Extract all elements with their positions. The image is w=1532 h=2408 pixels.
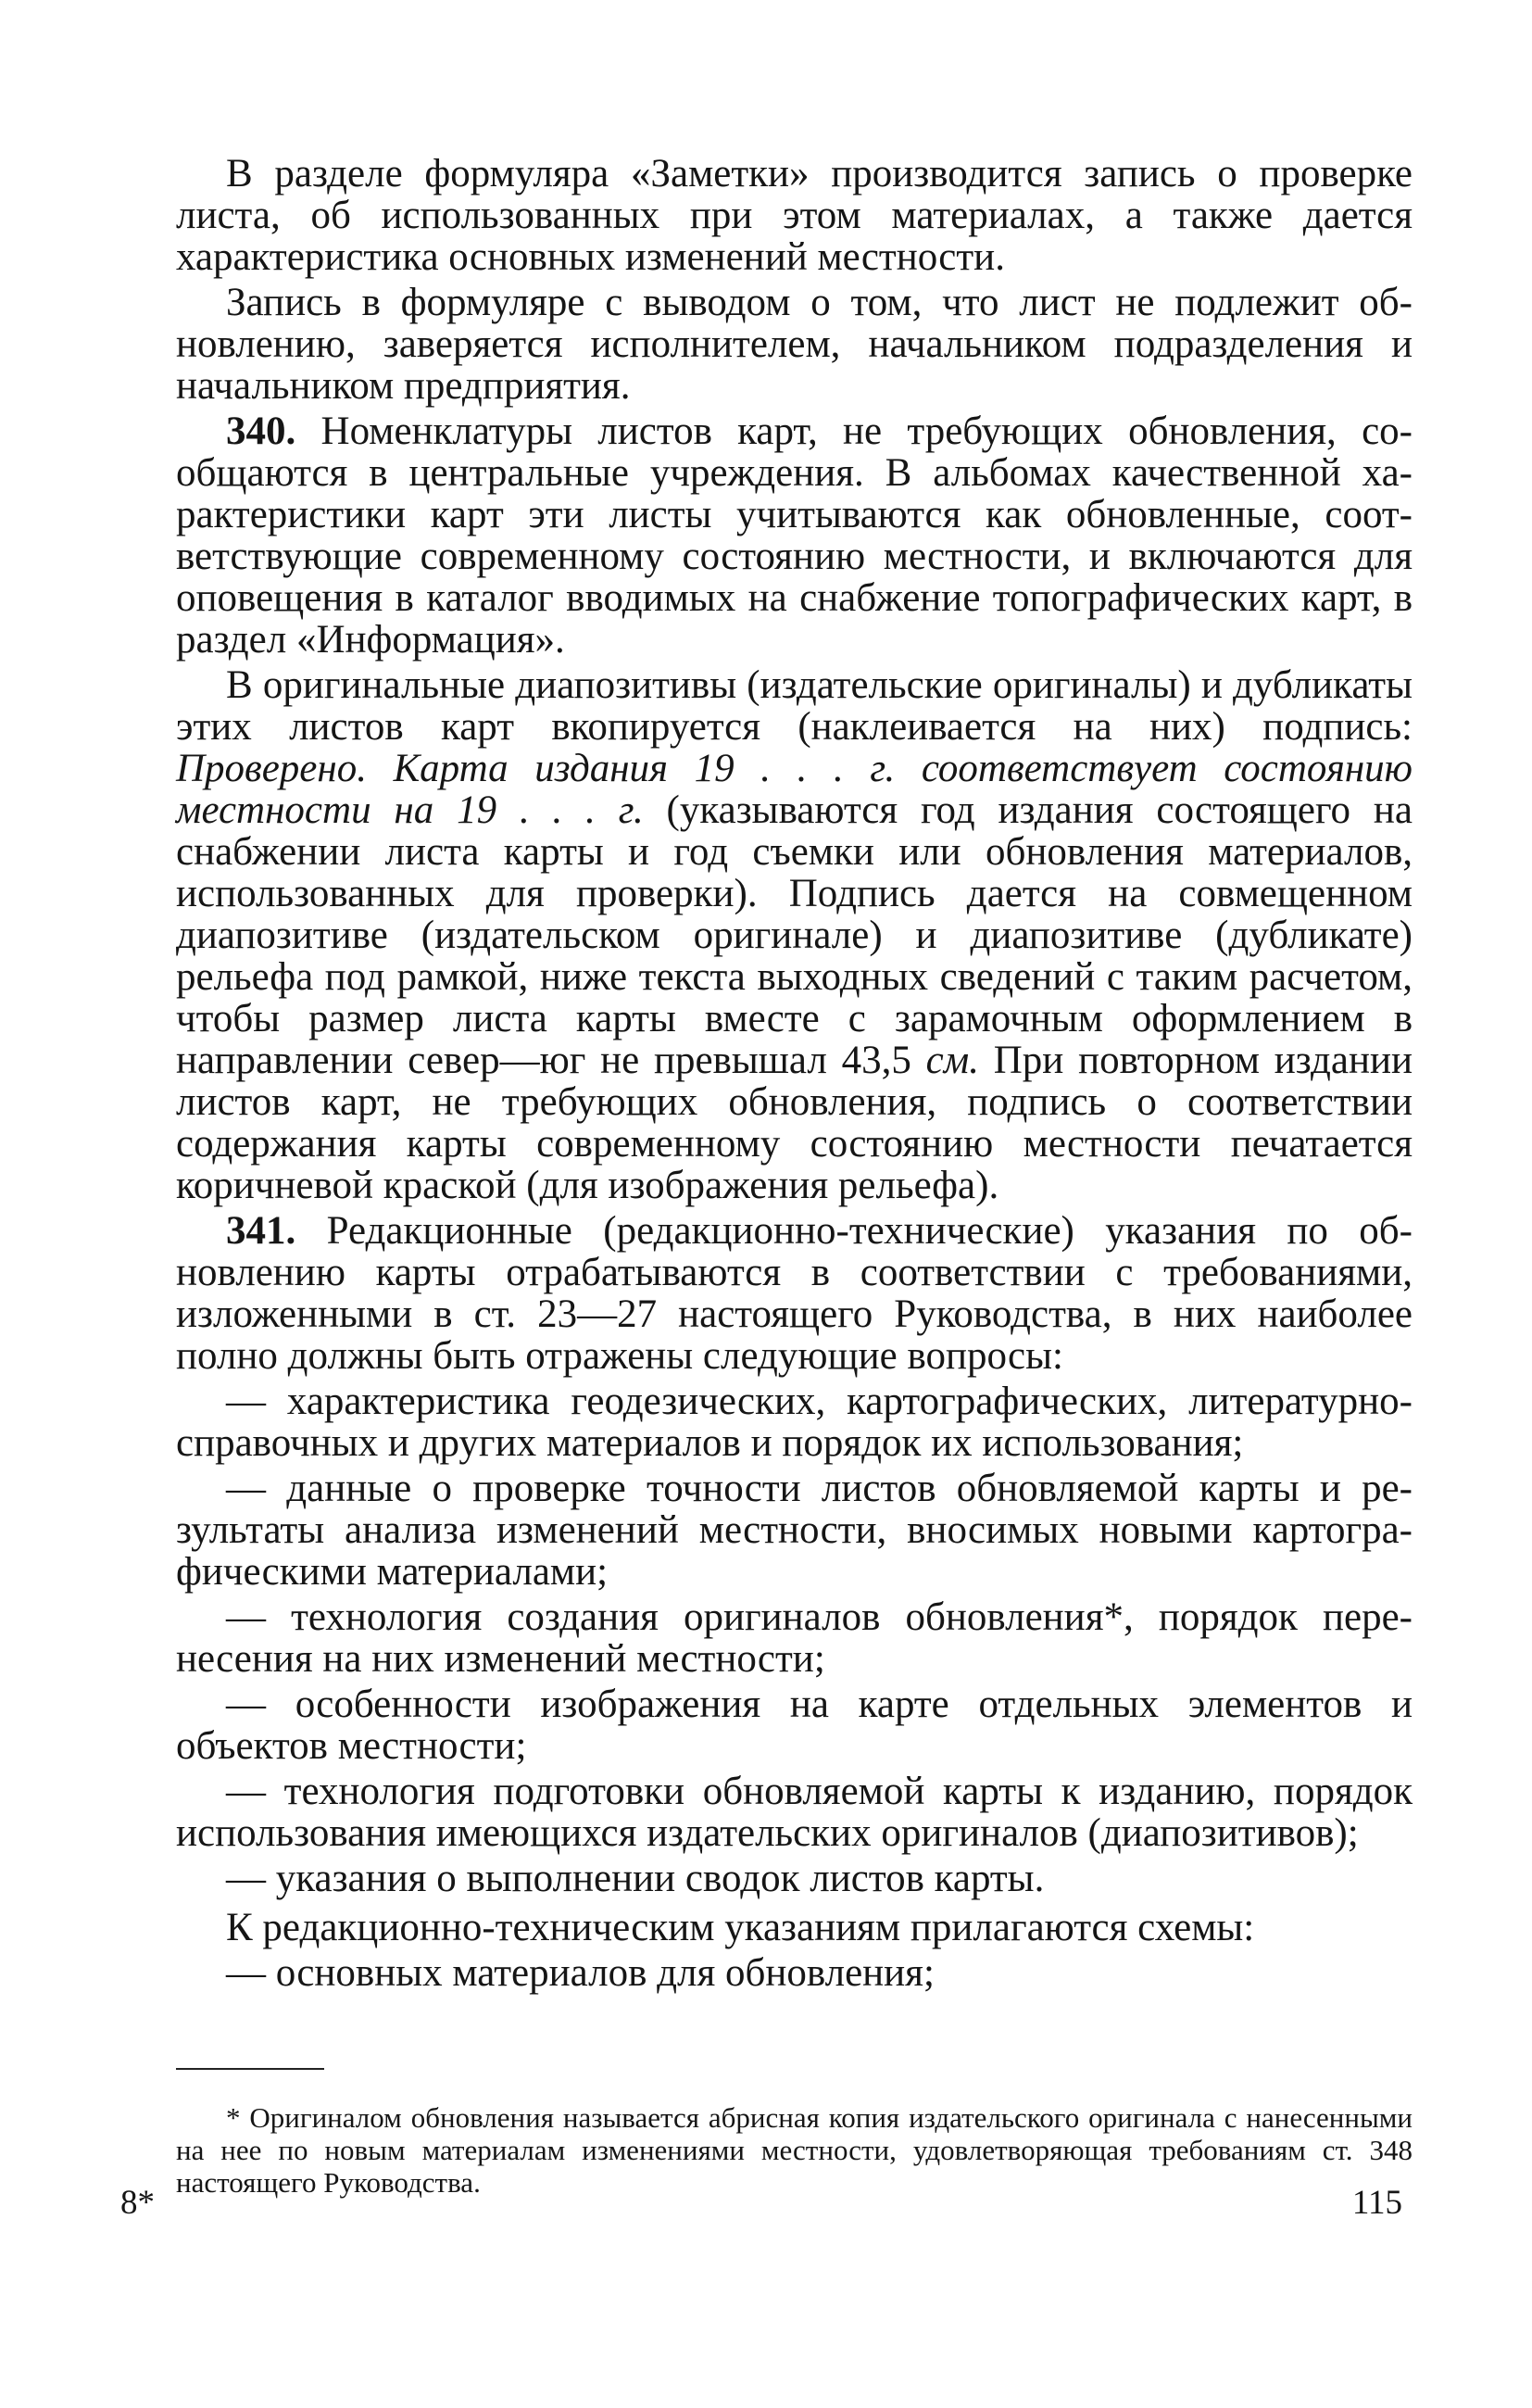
issues-list: [176, 1381, 1413, 1899]
article-number: 341.: [226, 1209, 296, 1253]
signature-mark: 8*: [120, 2184, 155, 2222]
paragraph-text: — основных материалов для обновления;: [226, 1951, 935, 1995]
unit-text: см.: [925, 1039, 979, 1082]
paragraph-text: При повторном издании листов карт, не требующих обновления, подпись о соответствии содержания карты современному состоянию местности печатается коричневой краской (для изображения рельефа).: [176, 1039, 1413, 1207]
paragraph-text: Запись в формуляре с выводом о том, что лист не подлежит обновлению, заверяется исполнителем, начальником подразделения и начальником предприятия.: [176, 281, 1413, 408]
paragraph-certification: [176, 282, 1413, 407]
paragraph-341: [176, 1210, 1413, 1377]
paragraph-text: Номенклатуры листов карт, не требующих обновления, сообщаются в центральные учреждения. В альбомах качественной характеристики карт эти листы учитываются как обновленные, соответствующие современному состоянию местности, и включаются для оповещения в каталог вводимых на снабжение топографических карт, в раздел «Информация».: [176, 410, 1413, 662]
paragraph-schemes-item: [176, 1952, 1413, 1994]
list-item: — особенности изображения на карте отдельных элементов и объектов местности;: [176, 1683, 1413, 1768]
list-item: — характеристика геодезических, картографических, литературно-справочных и других материалов и порядок их использования;: [176, 1380, 1413, 1465]
paragraph-340: [176, 410, 1413, 661]
page-number: 115: [1351, 2184, 1402, 2222]
paragraph-schemes: [176, 1907, 1413, 1948]
footnote: * Оригиналом обновления называется абрисная копия издательского оригинала с нанесенными на нее по новым материалам изменениями местности, удовлетворяющая требованиям ст. 348 настоящего Руководства.: [176, 2101, 1413, 2199]
inscription-text: Проверено. Карта издания 19 . . . г. соответствует состоянию местности на 19 . . . г.: [176, 747, 1413, 832]
paragraph-text: (указываются год издания состоящего на снабжении листа карты и год съемки или обновления материалов, использованных для проверки). Подпись дается на совмещенном диапозитиве (издательском оригинале) и диапозитиве (дубликате) рельефа под рамкой, ниже текста выходных сведений с таким расчетом, чтобы размер листа карты вместе с зарамочным оформлением в направлении север—юг не превышал 43,5: [176, 788, 1413, 1082]
page-body: [176, 153, 1413, 1994]
article-number: 340.: [226, 410, 296, 453]
list-item: — указания о выполнении сводок листов карты.: [226, 1857, 1045, 1900]
paragraph-text: Редакционные (редакционно-технические) указания по обновлению карты отрабатываются в соответствии с требованиями, изложенными в ст. 23—27 настоящего Руководства, в них наиболее полно должны быть отражены следующие вопросы:: [176, 1209, 1413, 1378]
paragraph-notes-section: [176, 153, 1413, 278]
list-item: — данные о проверке точности листов обновляемой карты и результаты анализа изменений местности, вносимых новыми картографическими материалами;: [176, 1467, 1413, 1594]
footnote-divider: [176, 2068, 324, 2070]
list-item: — технология создания оригиналов обновления*, порядок перенесения на них изменений местности;: [176, 1595, 1413, 1681]
list-item: — технология подготовки обновляемой карты к изданию, порядок использования имеющихся издательских оригиналов (диапозитивов);: [176, 1770, 1413, 1855]
paragraph-text: В оригинальные диапозитивы (издательские оригиналы) и дубликаты этих листов карт вкопируется (наклеивается на них) подпись:: [176, 663, 1413, 749]
paragraph-text: В разделе формуляра «Заметки» производится запись о проверке листа, об использованных при этом материалах, а также дается характеристика основных изменений местности.: [176, 152, 1413, 279]
paragraph-text: К редакционно-техническим указаниям прилагаются схемы:: [226, 1906, 1255, 1949]
paragraph-diapositives: [176, 664, 1413, 1206]
